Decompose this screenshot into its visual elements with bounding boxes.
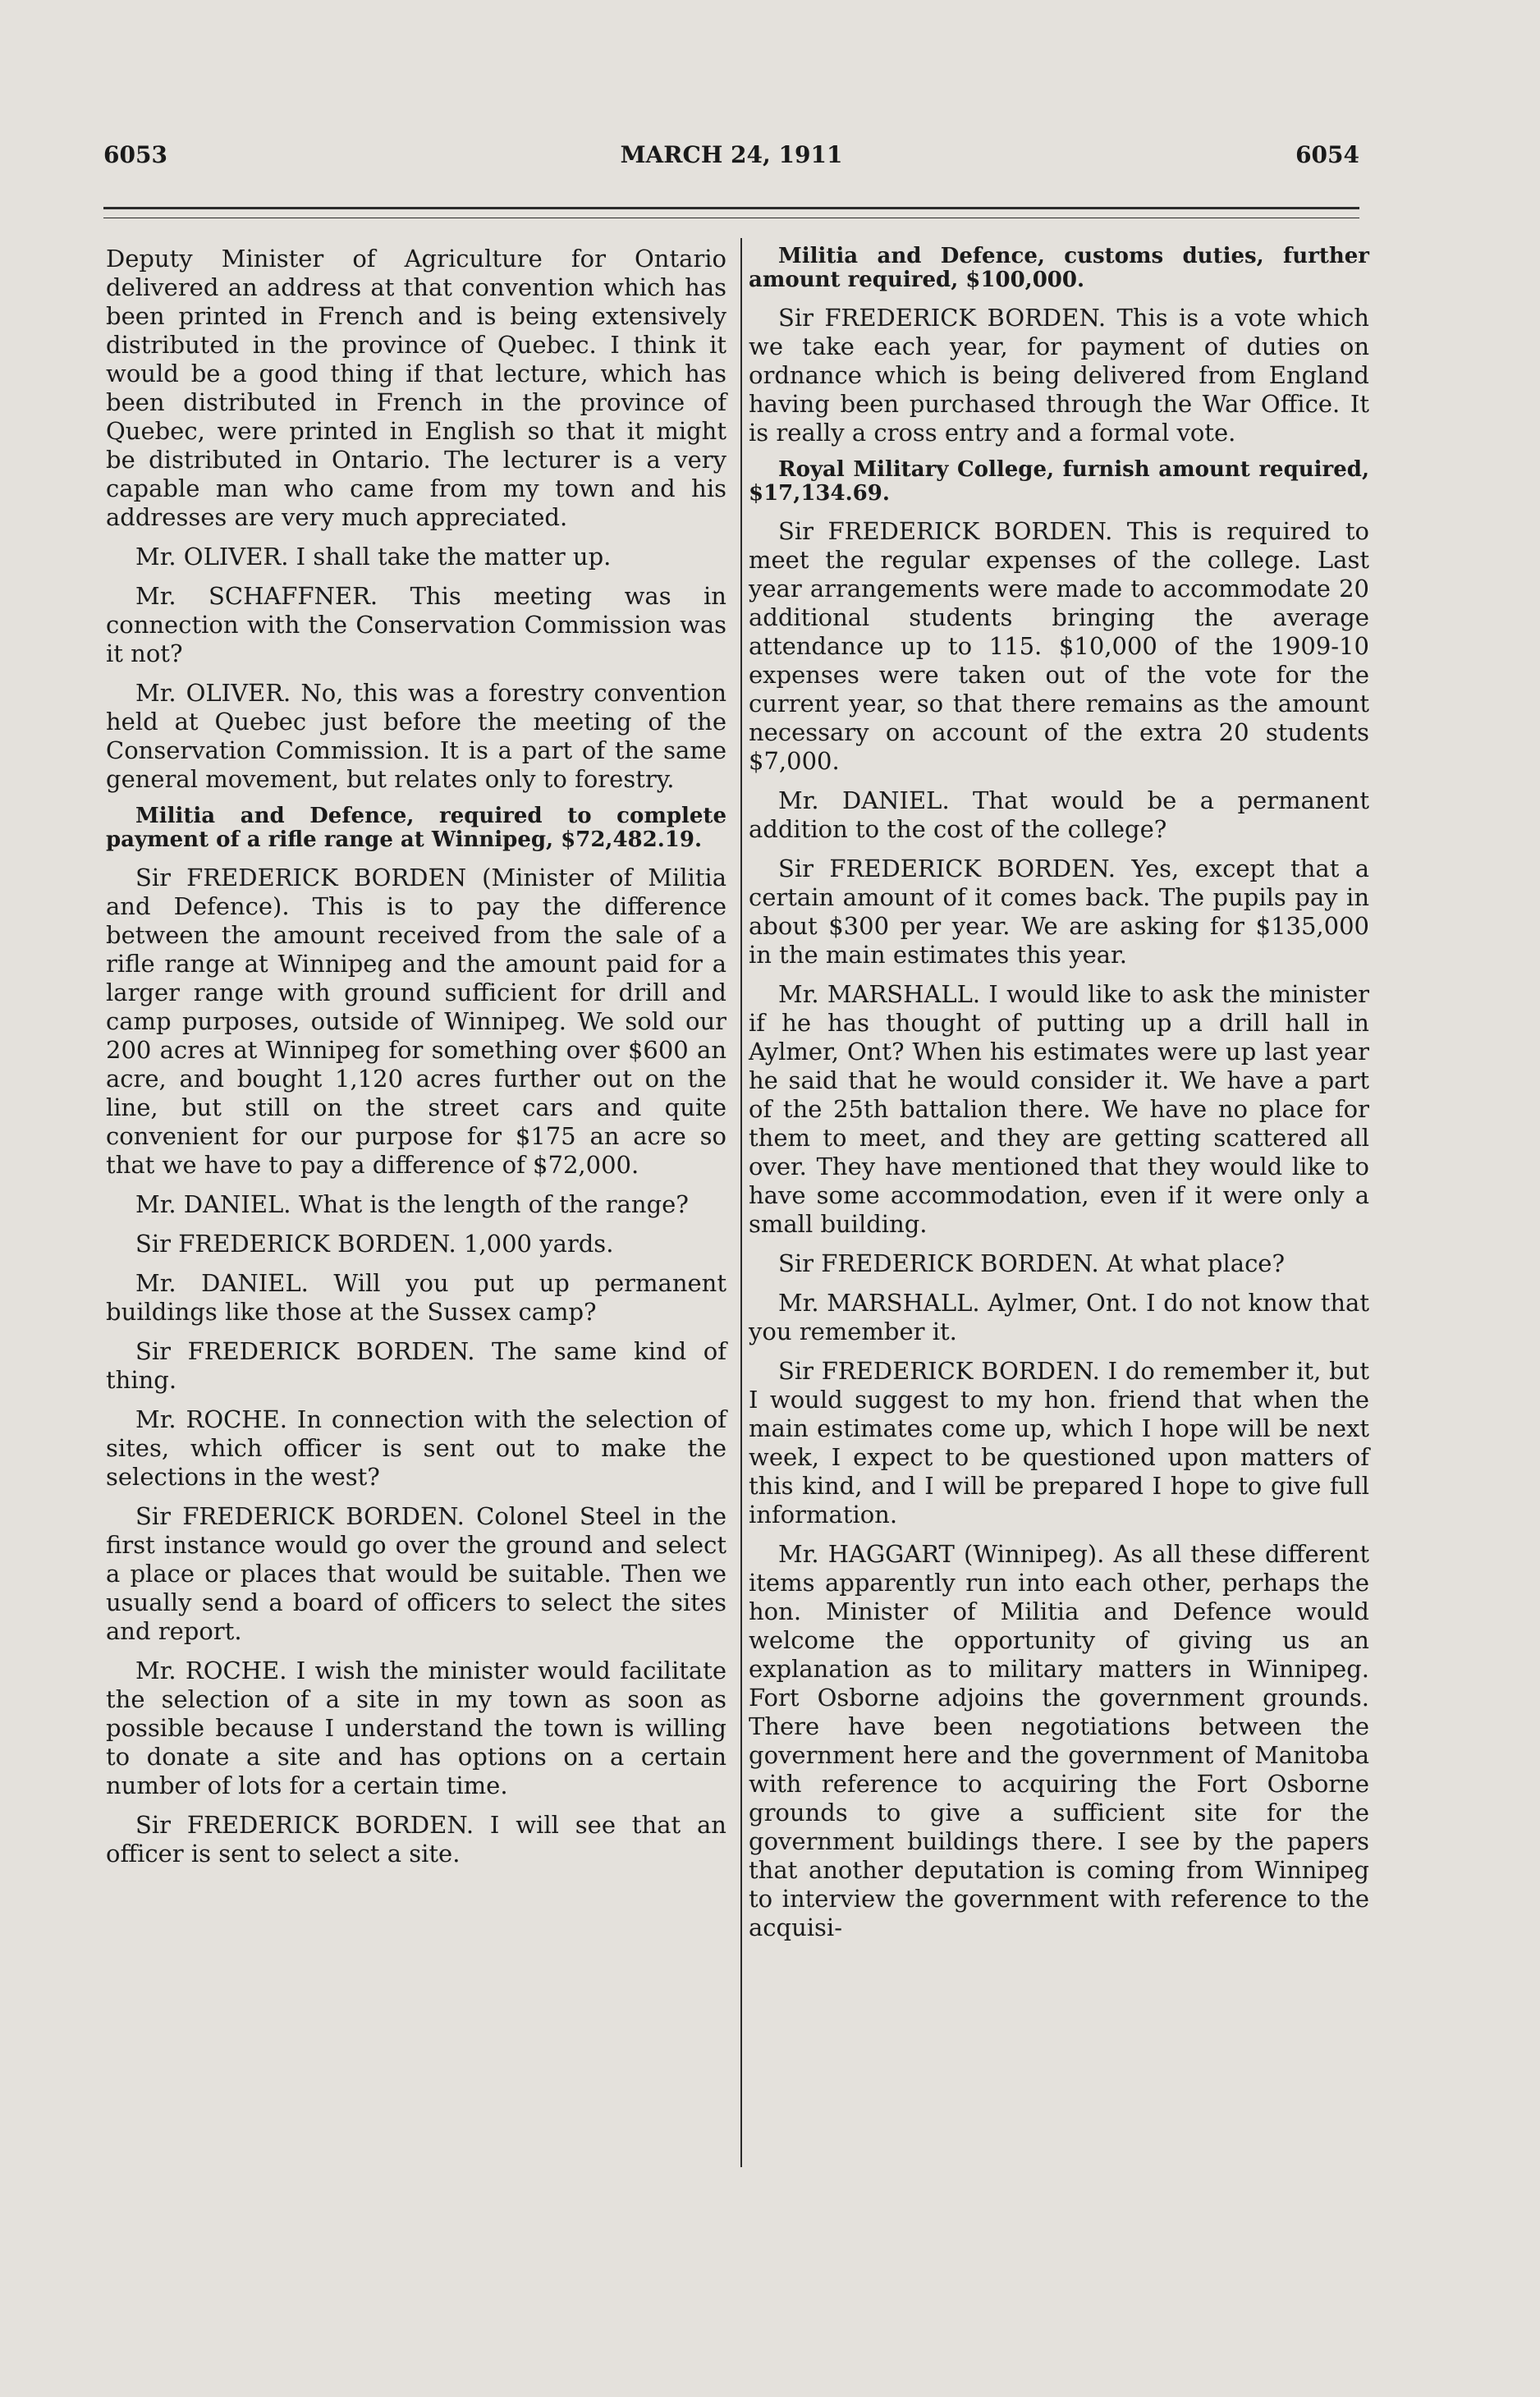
paragraph: Deputy Minister of Agriculture for Ontario delivered an address at that convention which has been printed in French and is being extensively distributed in the province of Quebec. I think it would be a good thing if that lecture, which has been distributed in French in the province of Quebec, were printed in English so that it might be distributed in Ontario. The lecturer is a very capable man who came from my town and his addresses are very much appreciated. (106, 245, 726, 531)
page-date: MARCH 24, 1911 (620, 141, 843, 168)
paragraph: Sir FREDERICK BORDEN. This is a vote which we take each year, for payment of duties on ordnance which is being delivered from England having been purchased through the War Office. It is really a cross entry and a formal vote. (749, 304, 1369, 447)
paragraph: Mr. ROCHE. I wish the minister would facilitate the selection of a site in my town as soon as possible because I understand the town is willing to donate a site and has options on a certain number of lots for a certain time. (106, 1657, 726, 1799)
paragraph: Sir FREDERICK BORDEN. The same kind of thing. (106, 1337, 726, 1394)
paragraph: Mr. DANIEL. That would be a permanent addition to the cost of the college? (749, 786, 1369, 843)
paragraph: Mr. DANIEL. Will you put up permanent buildings like those at the Sussex camp? (106, 1269, 726, 1326)
paragraph: Mr. DANIEL. What is the length of the range? (135, 1190, 689, 1218)
paragraph: Sir FREDERICK BORDEN. Colonel Steel in the first instance would go over the ground and select a place or places that would be suitable. Then we usually send a board of officers to select the sites and report. (106, 1502, 726, 1645)
paragraph: Mr. MARSHALL. I would like to ask the minister if he has thought of putting up a drill hall in Aylmer, Ont? When his estimates were up last year he said that he would consider it. We have a part of the 25th battalion there. We have no place for them to meet, and they are getting scattered all over. They have mentioned that they would like to have some accommodation, even if it were only a small building. (749, 980, 1369, 1238)
estimate-item: Militia and Defence, customs duties, further amount required, $100,000. (749, 244, 1369, 292)
paragraph: Mr. OLIVER. No, this was a forestry convention held at Quebec just before the meeting of the Conservation Commission. It is a part of the same general movement, but relates only to forestry. (106, 679, 726, 793)
left-column (106, 245, 726, 1879)
page-number-left: 6053 (103, 141, 167, 168)
column-divider (740, 238, 742, 2167)
paragraph: Mr. MARSHALL. Aylmer, Ont. I do not know that you remember it. (749, 1289, 1369, 1345)
page-header (103, 141, 1359, 174)
paragraph: Sir FREDERICK BORDEN. I do remember it, but I would suggest to my hon. friend that when the main estimates come up, which I hope will be next week, I expect to be questioned upon matters of this kind, and I will be prepared I hope to give full information. (749, 1357, 1369, 1528)
paragraph: Sir FREDERICK BORDEN. 1,000 yards. (135, 1230, 614, 1258)
estimate-item: Royal Military College, furnish amount required, $17,134.69. (749, 457, 1369, 506)
paragraph: Mr. SCHAFFNER. This meeting was in connection with the Conservation Commission was it not? (106, 582, 726, 667)
paragraph: Sir FREDERICK BORDEN (Minister of Militia and Defence). This is to pay the difference between the amount received from the sale of a rifle range at Winnipeg and the amount paid for a larger range with ground sufficient for drill and camp purposes, outside of Winnipeg. We sold our 200 acres at Winnipeg for something over $600 an acre, and bought 1,120 acres further out on the line, but still on the street cars and quite convenient for our purpose for $175 an acre so that we have to pay a difference of $72,000. (106, 864, 726, 1179)
paragraph: Sir FREDERICK BORDEN. I will see that an officer is sent to select a site. (106, 1811, 726, 1868)
paragraph: Sir FREDERICK BORDEN. At what place? (778, 1249, 1286, 1277)
paragraph: Mr. ROCHE. In connection with the selection of sites, which officer is sent out to make the selections in the west? (106, 1405, 726, 1491)
page-number-right: 6054 (1295, 141, 1359, 168)
estimate-item: Militia and Defence, required to complete payment of a rifle range at Winnipeg, $72,482.19. (106, 804, 726, 852)
paragraph: Sir FREDERICK BORDEN. This is required to meet the regular expenses of the college. Last year arrangements were made to accommodate 20 additional students bringing the average attendance up to 115. $10,000 of the 1909-10 expenses were taken out of the vote for the current year, so that there remains as the amount necessary on account of the extra 20 students $7,000. (749, 517, 1369, 775)
paragraph: Mr. OLIVER. I shall take the matter up. (135, 543, 612, 571)
paragraph: Sir FREDERICK BORDEN. Yes, except that a certain amount of it comes back. The pupils pay in about $300 per year. We are asking for $135,000 in the main estimates this year. (749, 855, 1369, 969)
paragraph: Mr. HAGGART (Winnipeg). As all these different items apparently run into each other, perhaps the hon. Minister of Militia and Defence would welcome the opportunity of giving us an explanation as to military matters in Winnipeg. Fort Osborne adjoins the government grounds. There have been negotiations between the government here and the government of Manitoba with reference to acquiring the Fort Osborne grounds to give a sufficient site for the government buildings there. I see by the papers that another deputation is coming from Winnipeg to interview the government with reference to the acquisi- (749, 1540, 1369, 1941)
right-column (749, 245, 1369, 1953)
header-rule-thick (103, 207, 1359, 209)
